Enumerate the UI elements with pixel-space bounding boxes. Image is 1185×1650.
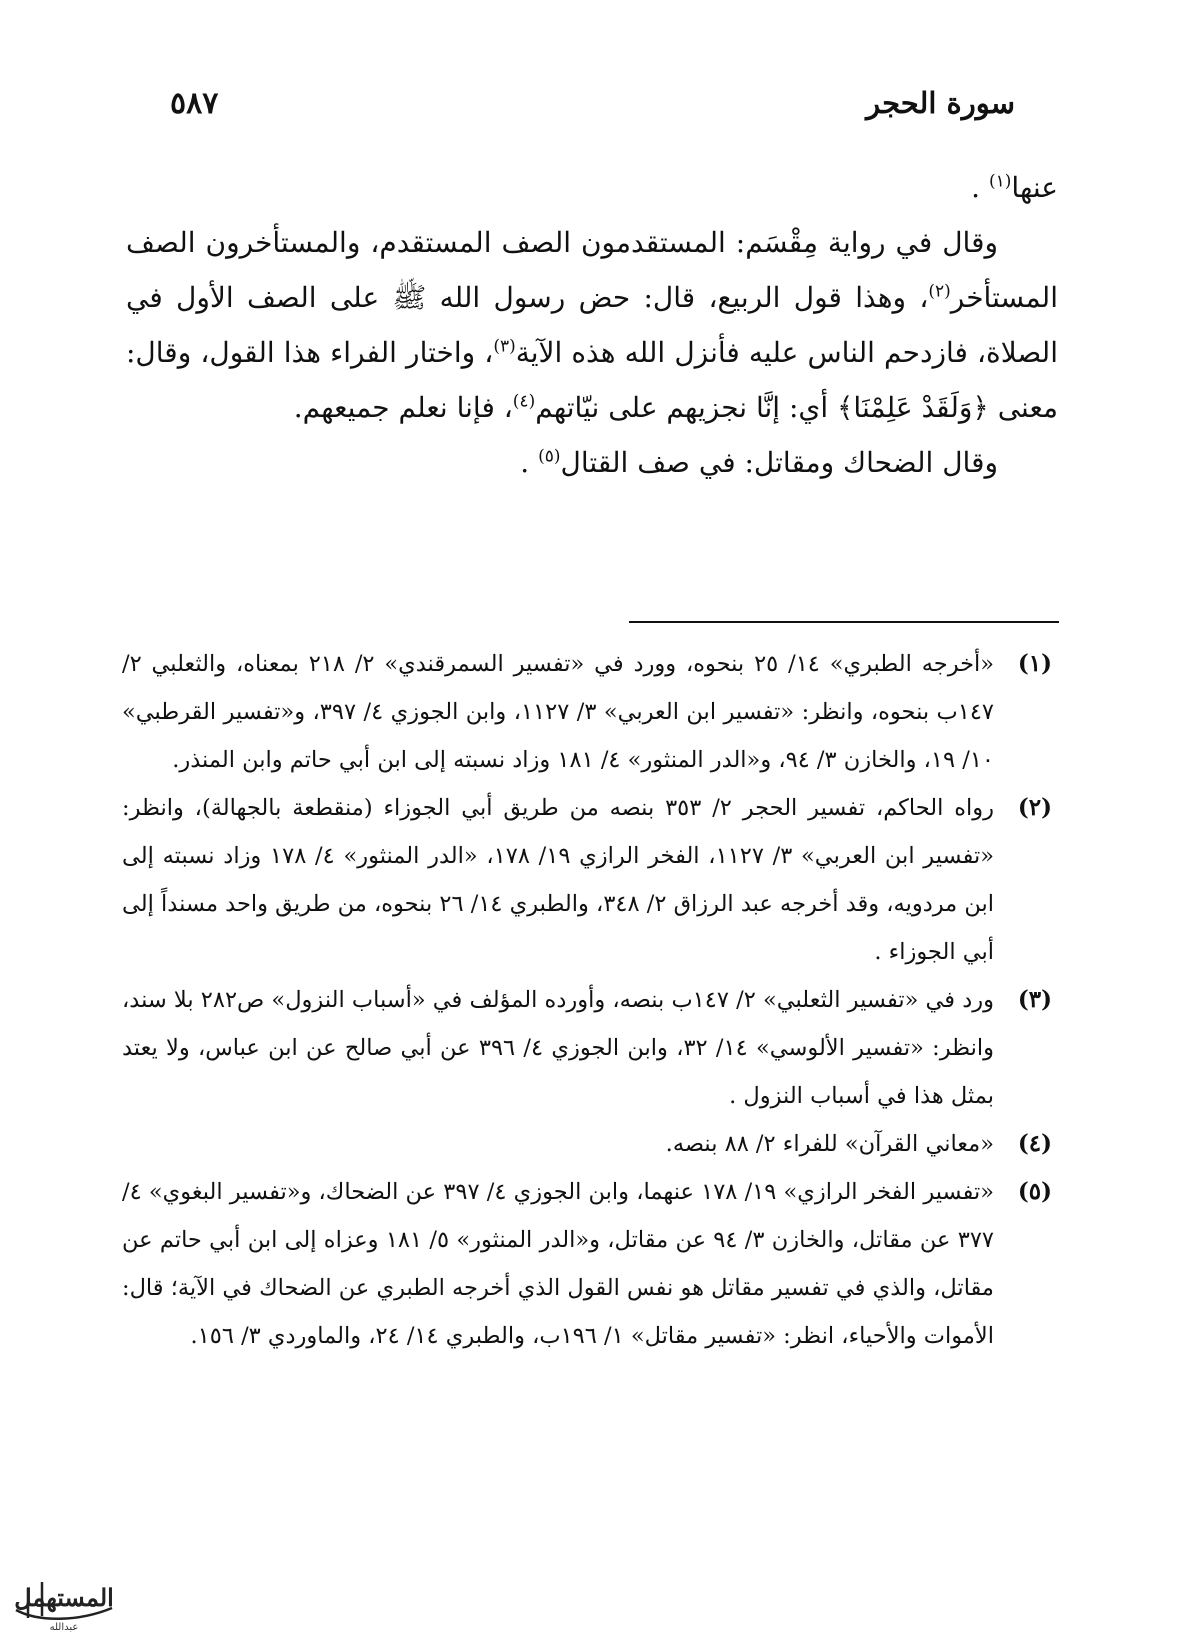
footnote-number: (٣) [1017, 986, 1052, 1013]
text-segment: . [971, 171, 989, 204]
footnote-number: (١) [1017, 650, 1052, 677]
paragraph-continuation [126, 160, 1058, 215]
footnote-ref-3[interactable]: (٣) [493, 336, 516, 357]
footnote-text: رواه الحاكم، تفسير الحجر ٢/ ٣٥٣ بنصه من طريق أبي الجوزاء (منقطعة بالجهالة)، وانظر: «تفسير ابن العربي» ٣/ ١١٢٧، الفخر الرازي ١٩/ ١٧٨، «الدر المنثور» ٤/ ١٧٨ وزاد نسبته إلى ابن مردويه، وقد أخرجه عبد الرزاق ٢/ ٣٤٨، والطبري ١٤/ ٢٦ بنحوه، من طريق واحد مسنداً إلى أبي الجوزاء . [122, 795, 995, 965]
footnote-ref-1[interactable]: (١) [988, 171, 1012, 192]
text-segment: . [520, 446, 539, 479]
footnote-ref-4[interactable]: (٤) [512, 391, 536, 412]
text-segment: وقال الضحاك ومقاتل: في صف القتال [560, 446, 998, 479]
footnote-1 [122, 640, 1052, 784]
footnote-ref-5[interactable]: (٥) [538, 446, 561, 467]
calligraphy-logo [8, 1558, 120, 1636]
paragraph-miqsam [126, 215, 1058, 435]
paragraph-dahhak [126, 435, 1058, 490]
footnotes [122, 640, 1052, 1360]
footnote-number: (٤) [1017, 1130, 1052, 1157]
footnote-number: (٢) [1017, 794, 1052, 821]
text-segment: أي: إنَّا نجزيهم على نيّاتهم [535, 391, 838, 424]
footnote-2 [122, 784, 1052, 976]
footnote-text: «أخرجه الطبري» ١٤/ ٢٥ بنحوه، وورد في «تفسير السمرقندي» ٢/ ٢١٨ بمعناه، والثعلبي ٢/ ١٤٧ب بنحوه، وانظر: «تفسير ابن العربي» ٣/ ١١٢٧، وابن الجوزي ٤/ ٣٩٧، و«تفسير القرطبي» ١٠/ ١٩، والخازن ٣/ ٩٤، و«الدر المنثور» ٤/ ١٨١ وزاد نسبته إلى ابن أبي حاتم وابن المنذر. [122, 651, 995, 773]
footnote-4 [122, 1120, 1052, 1168]
text-segment: ، وهذا قول الربيع، قال: حض رسول الله ﷺ على الصف الأول في الصلاة، فازدحم الناس عليه فأنزل الله هذه الآية [126, 281, 1058, 369]
text-segment: عنها [1011, 171, 1058, 204]
footnote-text: ورد في «تفسير الثعلبي» ٢/ ١٤٧ب بنصه، وأورده المؤلف في «أسباب النزول» ص٢٨٢ بلا سند، وانظر: «تفسير الألوسي» ١٤/ ٣٢، وابن الجوزي ٤/ ٣٩٦ عن أبي صالح عن ابن عباس، ولا يعتد بمثل هذا في أسباب النزول . [122, 987, 994, 1109]
text-segment: وقال في رواية مِقْسَم: المستقدمون الصف المستقدم، والمستأخرون الصف المستأخر [126, 226, 1058, 314]
footnote-text: «معاني القرآن» للفراء ٢/ ٨٨ بنصه. [665, 1131, 994, 1157]
text-segment: ، فإنا نعلم جميعهم. [293, 391, 513, 424]
footnote-3 [122, 976, 1052, 1120]
page-number: ٥٨٧ [170, 86, 219, 121]
surah-title: سورة الحجر [866, 86, 1015, 120]
footnote-ref-2[interactable]: (٢) [928, 281, 951, 302]
text-segment: ، واختار الفراء هذا القول، وقال: معنى [126, 336, 1058, 424]
logo-subtext: عبدالله [49, 1622, 79, 1633]
footnote-separator [629, 621, 1059, 623]
quran-quote: ﴿وَلَقَدْ عَلِمْنَا﴾ [837, 391, 989, 424]
footnote-5 [122, 1168, 1052, 1360]
footnote-number: (٥) [1017, 1178, 1052, 1205]
footnote-text: «تفسير الفخر الرازي» ١٩/ ١٧٨ عنهما، وابن الجوزي ٤/ ٣٩٧ عن الضحاك، و«تفسير البغوي» ٤/ ٣٧٧ عن مقاتل، والخازن ٣/ ٩٤ عن مقاتل، و«الدر المنثور» ٥/ ١٨١ وعزاه إلى ابن أبي حاتم عن مقاتل، والذي في تفسير مقاتل هو نفس القول الذي أخرجه الطبري عن الضحاك في الآية؛ قال: الأموات والأحياء، انظر: «تفسير مقاتل» ١/ ١٩٦ب، والطبري ١٤/ ٢٤، والماوردي ٣/ ١٥٦. [122, 1179, 995, 1349]
main-text [126, 160, 1058, 490]
logo-text: المستهمل [14, 1583, 114, 1612]
page-header [170, 86, 1015, 136]
